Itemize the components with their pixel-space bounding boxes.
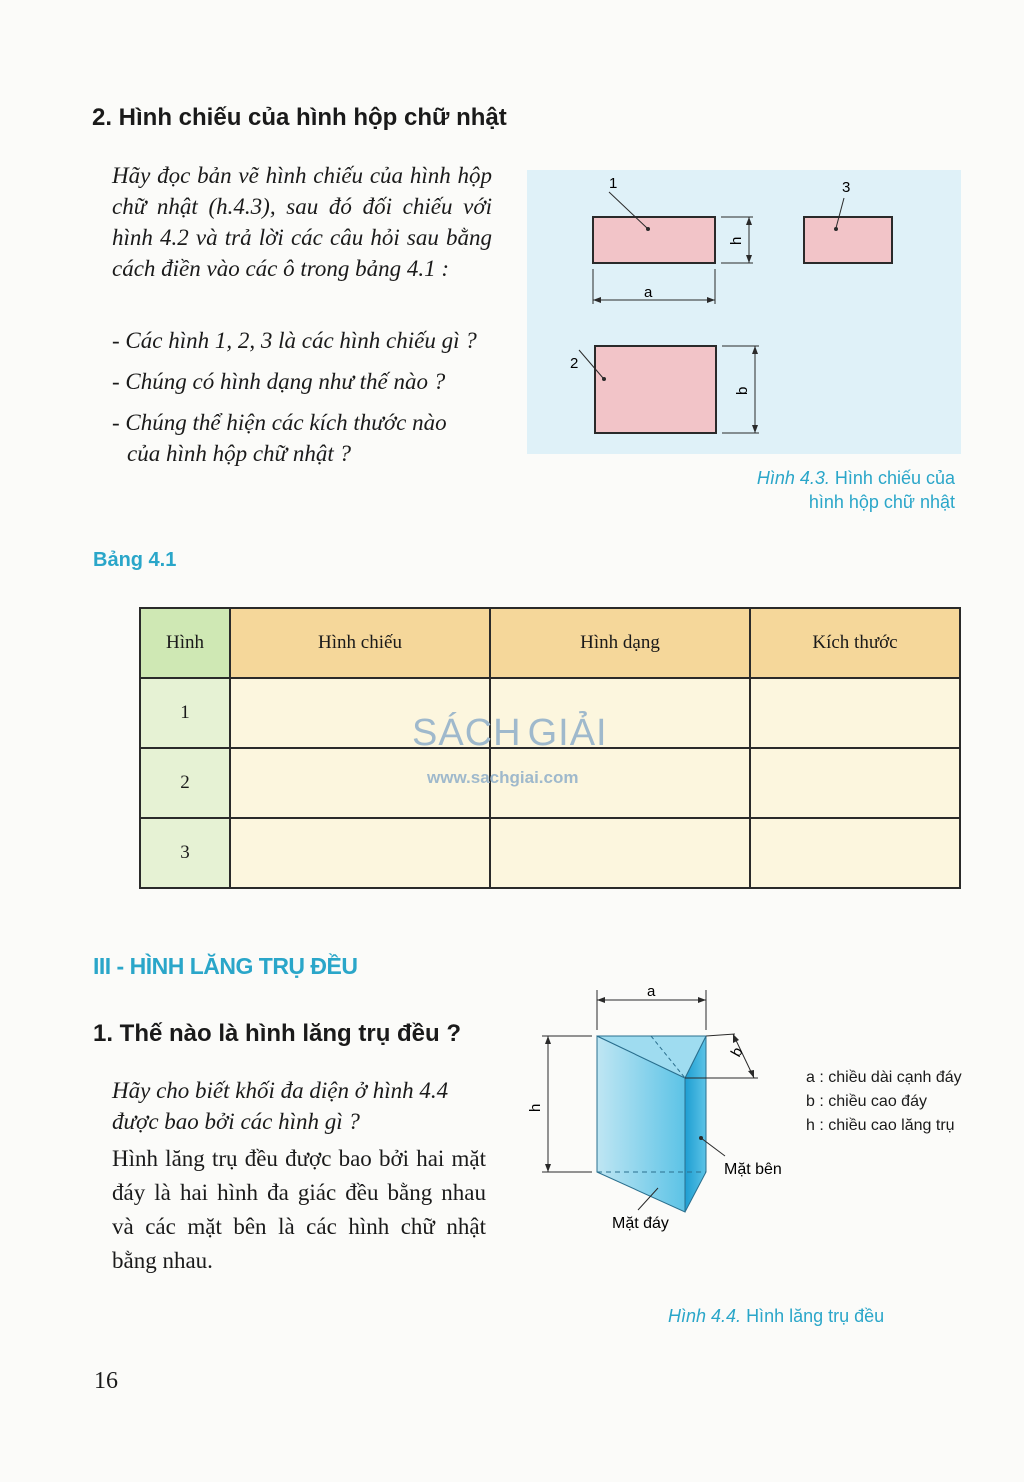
label-mat-day: Mặt đáy (612, 1215, 669, 1232)
table-cell (750, 678, 960, 748)
figure-4-3-caption-line1: Hình chiếu của (834, 468, 955, 488)
figure-4-4-legend (806, 1066, 962, 1138)
question-1: - Các hình 1, 2, 3 là các hình chiếu gì ? (112, 328, 477, 353)
section-3-answer: Hình lăng trụ đều được bao bởi hai mặt đáy là hai hình đa giác đều bằng nhau và các mặt bên là các hình chữ nhật bằng nhau. (112, 1146, 486, 1273)
figure-4-3-caption-prefix: Hình 4.3. (756, 468, 830, 488)
label-2: 2 (570, 355, 579, 372)
table-cell (230, 818, 490, 888)
legend-a: a : chiều dài cạnh đáy (806, 1069, 962, 1086)
label-mat-ben: Mặt bên (724, 1161, 782, 1178)
figure-4-4-caption (668, 1306, 884, 1327)
fig44-dim-b-label: b (727, 1044, 747, 1060)
projection-3 (804, 217, 892, 263)
dim-b-label: b (734, 386, 751, 395)
figure-4-3-caption (700, 466, 955, 514)
watermark-brand-right: GIẢI (527, 712, 608, 754)
table-cell (750, 818, 960, 888)
table-row-label: 2 (140, 748, 230, 818)
figure-4-4-caption-text: Hình lăng trụ đều (746, 1306, 885, 1326)
table-4-1-title: Bảng 4.1 (93, 549, 177, 571)
question-3-cont: của hình hộp chữ nhật ? (127, 441, 351, 466)
section-2-questions (112, 325, 502, 469)
section-3-heading: III - HÌNH LĂNG TRỤ ĐỀU (93, 953, 358, 979)
watermark-brand (412, 712, 608, 755)
question-3: - Chúng thể hiện các kích thước nào (112, 410, 447, 435)
watermark-url: www.sachgiai.com (427, 768, 579, 787)
label-1: 1 (609, 175, 618, 192)
table-header-kich-thuoc: Kích thước (750, 608, 960, 678)
question-2: - Chúng có hình dạng như thế nào ? (112, 369, 446, 394)
projection-1 (593, 217, 715, 263)
table-row-label: 1 (140, 678, 230, 748)
table-header-hinh: Hình (140, 608, 230, 678)
fig44-dim-a-label: a (647, 983, 656, 1000)
table-header-row (140, 608, 960, 678)
section-3-question: Hãy cho biết khối đa diện ở hình 4.4 được bao bởi các hình gì ? (112, 1078, 449, 1134)
dim-h-label: h (728, 236, 745, 245)
legend-b: b : chiều cao đáy (806, 1093, 927, 1110)
figure-4-3-caption-line2: hình hộp chữ nhật (808, 492, 955, 512)
page-number: 16 (94, 1368, 118, 1394)
fig44-dim-h-label: h (527, 1103, 544, 1112)
projection-2 (595, 346, 716, 433)
legend-h: h : chiều cao lăng trụ (806, 1117, 955, 1134)
table-cell (750, 748, 960, 818)
figure-4-3-panel (527, 170, 961, 454)
section-2-intro: Hãy đọc bản vẽ hình chiếu của hình hộp chữ nhật (h.4.3), sau đó đối chiếu với hình 4.2 và trả lời các câu hỏi sau bằng cách điền vào các ô trong bảng 4.1 : (112, 163, 492, 281)
label-3: 3 (842, 179, 851, 196)
table-header-hinh-dang: Hình dạng (490, 608, 750, 678)
section-3-title: 1. Thế nào là hình lăng trụ đều ? (93, 1020, 462, 1047)
table-row (140, 818, 960, 888)
figure-4-4-caption-prefix: Hình 4.4. (668, 1306, 742, 1326)
watermark-brand-left: SÁCH (412, 712, 522, 754)
table-row-label: 3 (140, 818, 230, 888)
figure-4-3 (527, 170, 961, 454)
dim-a-label: a (644, 284, 653, 301)
table-cell (490, 818, 750, 888)
table-header-hinh-chieu: Hình chiếu (230, 608, 490, 678)
section-2-title: 2. Hình chiếu của hình hộp chữ nhật (92, 104, 507, 131)
